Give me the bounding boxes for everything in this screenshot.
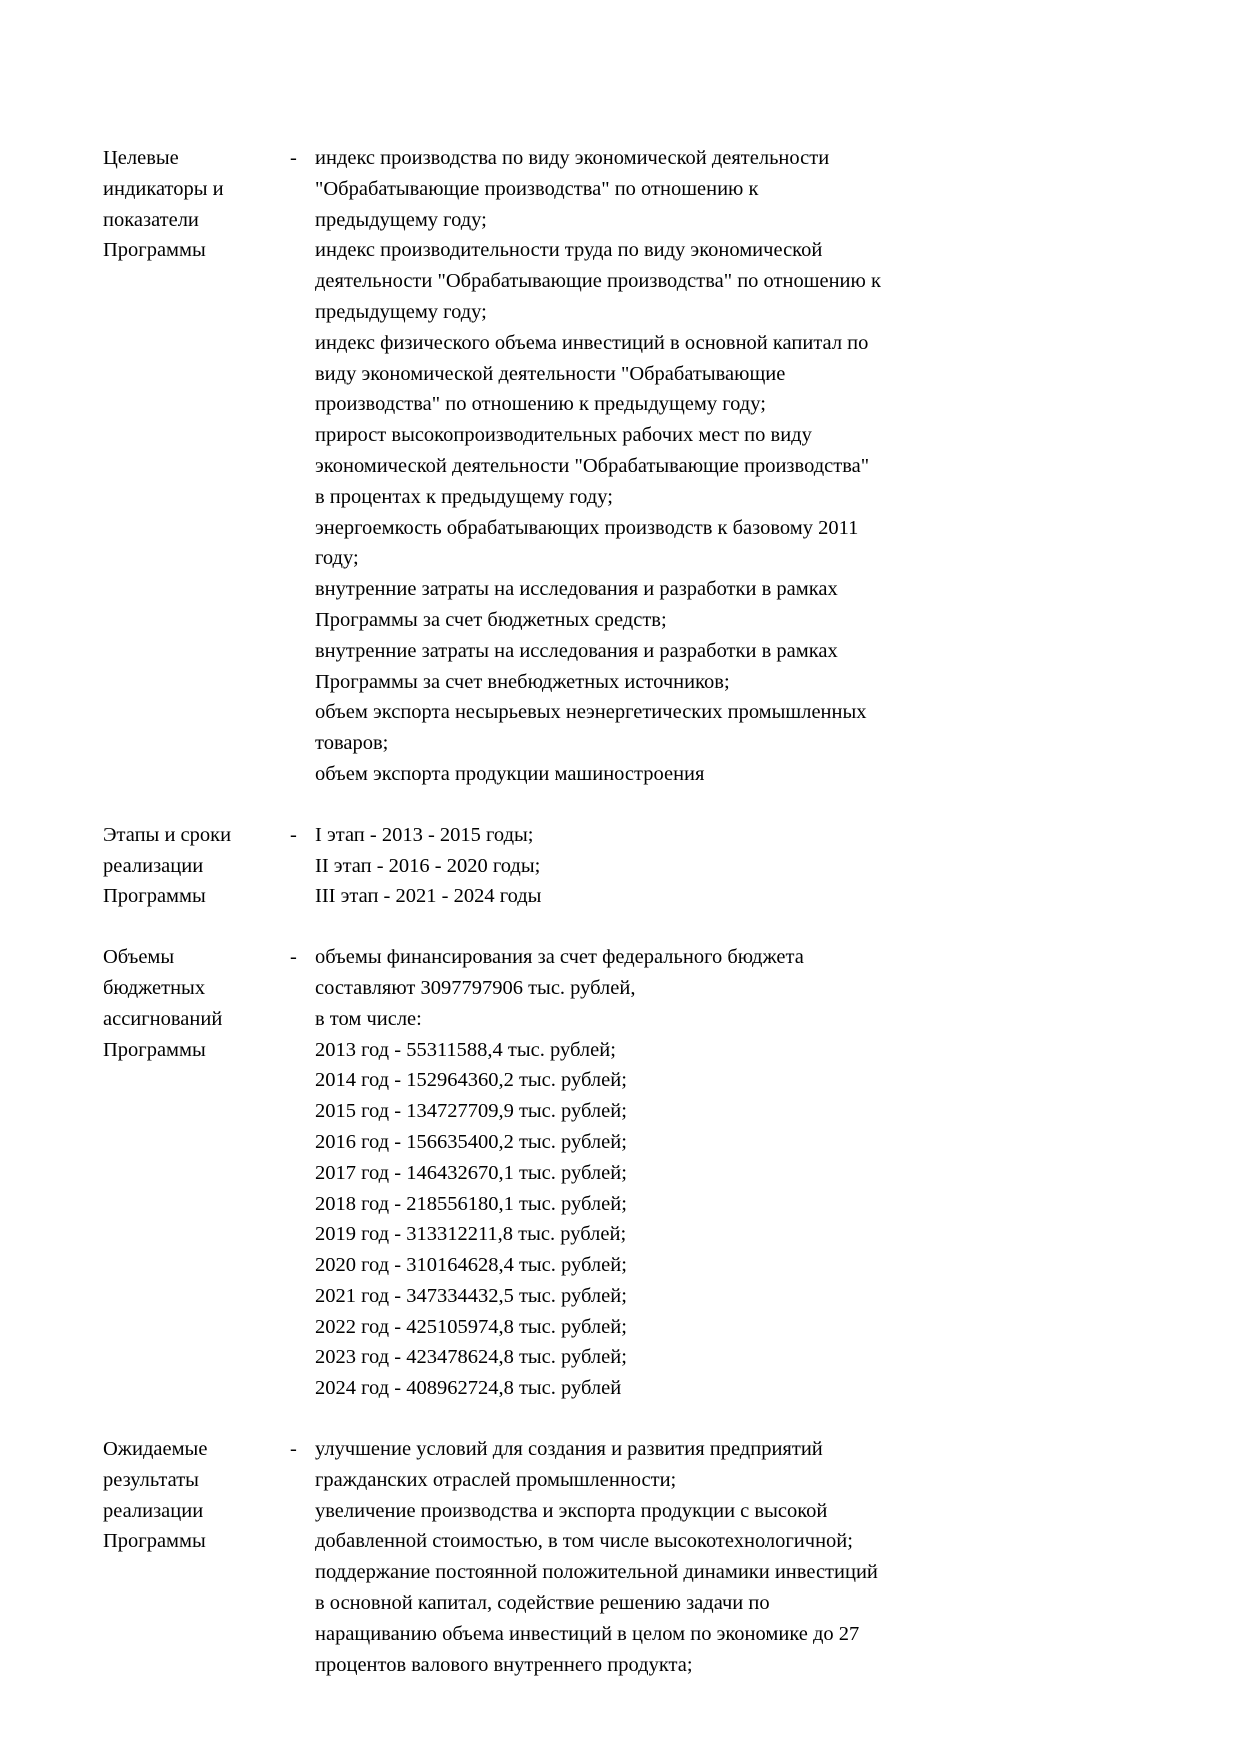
content-line: году; — [315, 547, 359, 570]
passport-row-stages-and-terms — [103, 820, 1140, 912]
row-content-expected-results — [315, 1434, 955, 1680]
content-line: улучшение условий для создания и развития предприятий — [315, 1438, 823, 1461]
content-line: 2013 год - 55311588,4 тыс. рублей; — [315, 1038, 616, 1061]
label-line: Объемы — [103, 946, 175, 969]
content-line: индекс производительности труда по виду экономической — [315, 239, 823, 262]
content-line: внутренние затраты на исследования и разработки в рамках — [315, 578, 838, 601]
content-line: 2021 год - 347334432,5 тыс. рублей; — [315, 1284, 627, 1307]
content-line: 2017 год - 146432670,1 тыс. рублей; — [315, 1161, 627, 1184]
content-line: объемы финансирования за счет федерального бюджета — [315, 946, 804, 969]
passport-row-target-indicators — [103, 143, 1140, 790]
content-line: наращиванию объема инвестиций в целом по экономике до 27 — [315, 1622, 860, 1645]
content-line: составляют 3097797906 тыс. рублей, — [315, 976, 636, 999]
row-label-stages-and-terms — [103, 820, 290, 912]
content-line: внутренние затраты на исследования и разработки в рамках — [315, 639, 838, 662]
passport-row-expected-results — [103, 1434, 1140, 1680]
content-line: экономической деятельности "Обрабатывающие производства" — [315, 454, 870, 477]
content-line: деятельности "Обрабатывающие производства" по отношению к — [315, 270, 881, 293]
content-line: в процентах к предыдущему году; — [315, 485, 613, 508]
row-dash-separator: - — [290, 823, 297, 846]
content-line: увеличение производства и экспорта продукции с высокой — [315, 1499, 828, 1522]
label-line: Программы — [103, 885, 206, 908]
passport-row-budget-appropriations — [103, 942, 1140, 1404]
content-line: 2018 год - 218556180,1 тыс. рублей; — [315, 1192, 627, 1215]
content-line: гражданских отраслей промышленности; — [315, 1468, 677, 1491]
content-line: объем экспорта продукции машиностроения — [315, 762, 705, 785]
row-dash-separator: - — [290, 1438, 297, 1461]
content-line: прирост высокопроизводительных рабочих мест по виду — [315, 424, 812, 447]
label-line: Целевые — [103, 147, 179, 169]
content-line: 2016 год - 156635400,2 тыс. рублей; — [315, 1130, 627, 1153]
content-line: 2015 год - 134727709,9 тыс. рублей; — [315, 1100, 627, 1123]
content-line: в основной капитал, содействие решению задачи по — [315, 1592, 770, 1615]
label-line: результаты — [103, 1468, 199, 1491]
content-line: поддержание постоянной положительной динамики инвестиций — [315, 1561, 878, 1584]
program-passport-table — [103, 143, 1140, 1680]
row-content-target-indicators — [315, 143, 955, 790]
content-line: предыдущему году; — [315, 300, 487, 323]
content-line: 2014 год - 152964360,2 тыс. рублей; — [315, 1069, 627, 1092]
content-line: 2019 год - 313312211,8 тыс. рублей; — [315, 1223, 627, 1246]
label-line: Программы — [103, 1038, 206, 1061]
label-line: ассигнований — [103, 1007, 223, 1030]
label-line: Программы — [103, 1530, 206, 1553]
content-line: III этап - 2021 - 2024 годы — [315, 885, 542, 908]
content-line: индекс производства по виду экономической деятельности — [315, 147, 830, 169]
content-line: 2020 год - 310164628,4 тыс. рублей; — [315, 1254, 627, 1277]
content-line: процентов валового внутреннего продукта; — [315, 1653, 693, 1676]
content-line: энергоемкость обрабатывающих производств к базовому 2011 — [315, 516, 859, 539]
row-content-stages-and-terms — [315, 820, 955, 912]
content-line: 2023 год - 423478624,8 тыс. рублей; — [315, 1346, 627, 1369]
content-line: "Обрабатывающие производства" по отношению к — [315, 177, 759, 200]
row-label-target-indicators — [103, 143, 290, 266]
label-line: реализации — [103, 854, 204, 877]
label-line: Программы — [103, 239, 206, 262]
content-line: Программы за счет внебюджетных источников; — [315, 670, 730, 693]
content-line: объем экспорта несырьевых неэнергетических промышленных — [315, 701, 867, 724]
content-line: 2024 год - 408962724,8 тыс. рублей — [315, 1377, 622, 1400]
label-line: Ожидаемые — [103, 1438, 208, 1461]
content-line: Программы за счет бюджетных средств; — [315, 608, 667, 631]
content-line: товаров; — [315, 732, 389, 755]
row-dash-separator: - — [290, 946, 297, 969]
content-line: в том числе: — [315, 1007, 422, 1030]
content-line: I этап - 2013 - 2015 годы; — [315, 823, 534, 846]
row-dash-separator: - — [290, 147, 297, 169]
content-line: производства" по отношению к предыдущему году; — [315, 393, 766, 416]
label-line: бюджетных — [103, 976, 206, 999]
label-line: показатели — [103, 208, 199, 231]
content-line: индекс физического объема инвестиций в основной капитал по — [315, 331, 869, 354]
row-label-expected-results — [103, 1434, 290, 1557]
label-line: индикаторы и — [103, 177, 224, 200]
content-line: предыдущему году; — [315, 208, 487, 231]
row-content-budget-appropriations — [315, 942, 955, 1404]
content-line: виду экономической деятельности "Обрабатывающие — [315, 362, 786, 385]
row-label-budget-appropriations — [103, 942, 290, 1065]
label-line: Этапы и сроки — [103, 823, 232, 846]
label-line: реализации — [103, 1499, 204, 1522]
content-line: добавленной стоимостью, в том числе высокотехнологичной; — [315, 1530, 853, 1553]
content-line: II этап - 2016 - 2020 годы; — [315, 854, 541, 877]
content-line: 2022 год - 425105974,8 тыс. рублей; — [315, 1315, 627, 1338]
